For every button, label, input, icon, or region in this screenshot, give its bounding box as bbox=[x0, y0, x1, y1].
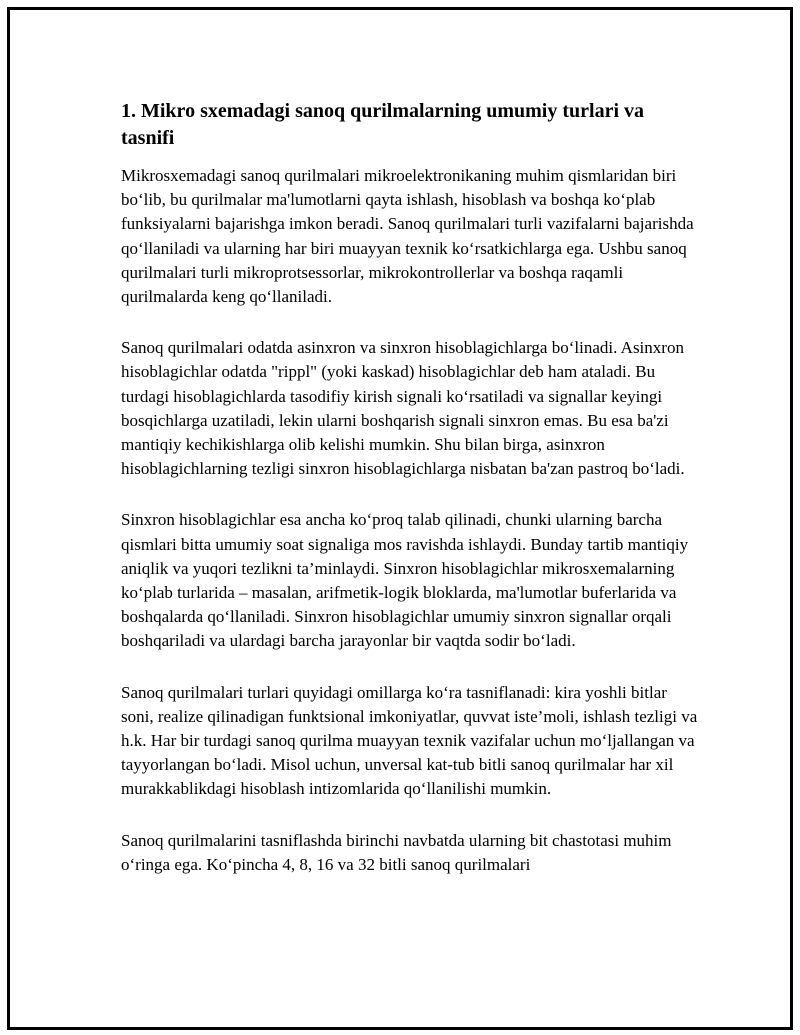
paragraph-5: Sanoq qurilmalarini tasniflashda birinchi navbatda ularning bit chastotasi muhim o‘ringa ega. Ko‘pincha 4, 8, 16 va 32 bitli sanoq qurilmalari bbox=[121, 830, 672, 874]
paragraph-1: Mikrosxemadagi sanoq qurilmalari mikroelektronikaning muhim qismlaridan biri bo‘lib, bu qurilmalar ma'lumotlarni qayta ishlash, hisoblash va boshqa ko‘plab funksiyalarni bajarishga imkon beradi. Sanoq qurilmalari turli vazifalarni bajarishda qo‘llaniladi va ularning har biri muayyan texnik ko‘rsatkichlarga ega. Ushbu sanoq qurilmalari turli mikroprotsessorlar, mikrokontrollerlar va boshqa raqamli qurilmalarda keng qo‘llaniladi. bbox=[121, 166, 694, 307]
paragraph-4: Sanoq qurilmalari turlari quyidagi omillarga ko‘ra tasniflanadi: kira yoshli bitlar soni, realize qilinadigan funktsional imkoniyatlar, quvvat iste’moli, ishlash tezligi va h.k. Har bir turdagi sanoq qurilma muayyan texnik vazifalar uchun mo‘ljallangan va tayyorlangan bo‘ladi. Misol uchun, unversal kat-tub bitli sanoq qurilmalar har xil murakkablikdagi hisoblash intizomlarida qo‘llanilishi mumkin. bbox=[121, 682, 698, 799]
paragraph-2: Sanoq qurilmalari odatda asinxron va sinxron hisoblagichlarga bo‘linadi. Asinxron hisoblagichlar odatda "rippl" (yoki kaskad) hisoblagichlar deb ham ataladi. Bu turdagi hisoblagichlarda tasodifiy kirish signali ko‘rsatiladi va signallar keyingi bosqichlarga uzatiladi, lekin ularni boshqarish signali sinxron emas. Bu esa ba'zi mantiqiy kechikishlarga olib kelishi mumkin. Shu bilan birga, asinxron hisoblagichlarning tezligi sinxron hisoblagichlarga nisbatan ba'zan pastroq bo‘ladi. bbox=[121, 338, 685, 479]
document-heading: 1. Mikro sxemadagi sanoq qurilmalarning umumiy turlari va tasnifi bbox=[121, 100, 645, 149]
document-body bbox=[121, 98, 701, 904]
paragraph-3: Sinxron hisoblagichlar esa ancha ko‘proq talab qilinadi, chunki ularning barcha qismlari bitta umumiy soat signaliga mos ravishda ishlaydi. Bunday tartib mantiqiy aniqlik va yuqori tezlikni ta’minlaydi. Sinxron hisoblagichlar mikrosxemalarning ko‘plab turlarida – masalan, arifmetik-logik bloklarda, ma'lumotlar buferlarida va boshqalarda qo‘llaniladi. Sinxron hisoblagichlar umumiy sinxron signallar orqali boshqariladi va ulardagi barcha jarayonlar bir vaqtda sodir bo‘ladi. bbox=[121, 510, 689, 651]
page-frame bbox=[7, 7, 793, 1030]
